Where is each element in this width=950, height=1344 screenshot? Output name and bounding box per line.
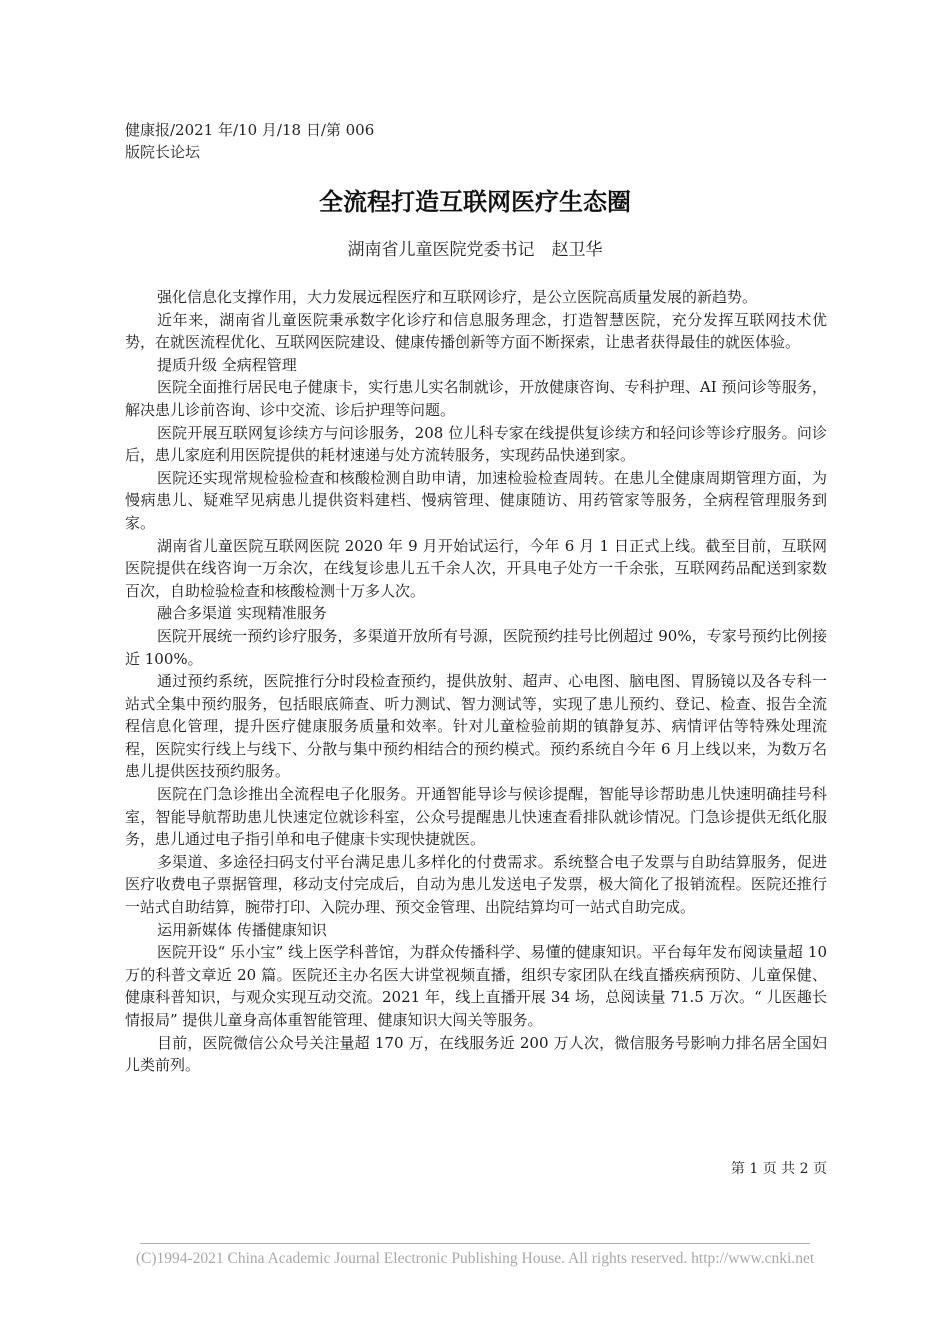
paragraph: 医院全面推行居民电子健康卡，实行患儿实名制就诊，开放健康咨询、专科护理、AI 预问诊等服务，解决患儿诊前咨询、诊中交流、诊后护理等问题。 — [125, 378, 827, 419]
paragraph: 多渠道、多途径扫码支付平台满足患儿多样化的付费需求。系统整合电子发票与自助结算服务，促进医疗收费电子票据管理，移动支付完成后，自动为患儿发送电子发票，极大简化了报销流程。医院还推行一站式自助结算，腕带打印、入院办理、预交金管理、出院结算均可一站式自助完成。 — [125, 852, 827, 917]
article-title: 全流程打造互联网医疗生态圈 — [319, 188, 631, 216]
paragraph: 医院在门急诊推出全流程电子化服务。开通智能导诊与候诊提醒，智能导诊帮助患儿快速明确挂号科室，智能导航帮助患儿快速定位就诊科室，公众号提醒患儿快速查看排队就诊情况。门急诊提供无纸化服务，患儿通过电子指引单和电子健康卡实现快捷就医。 — [125, 785, 827, 849]
copyright-footer: (C)1994-2021 China Academic Journal Electronic Publishing House. All rights reserved. http://www.cnki.net — [135, 1250, 815, 1267]
paragraph: 近年来，湖南省儿童医院秉承数字化诊疗和信息服务理念，打造智慧医院，充分发挥互联网技术优势，在就医流程优化、互联网医院建设、健康传播创新等方面不断探索，让患者获得最佳的就医体验。 — [125, 310, 827, 352]
section-heading: 运用新媒体 传播健康知识 — [157, 920, 327, 939]
article-body — [125, 286, 827, 1077]
paragraph: 目前，医院微信公众号关注量超 170 万，在线服务近 200 万人次，微信服务号影响力排名居全国妇儿类前列。 — [125, 1033, 827, 1075]
paragraph: 医院开设“ 乐小宝” 线上医学科普馆，为群众传播科学、易懂的健康知识。平台每年发布阅读量超 10 万的科普文章近 20 篇。医院还主办名医大讲堂视频直播，组织专家团队在线直播疾病预防、儿童保健、健康科普知识，与观众实现互动交流。2021 年，线上直播开展 34 场，总阅读量 71.5 万次。“ 儿医趣长情报局” 提供儿童身高体重智能管理、健康知识大闯关等服务。 — [125, 943, 827, 1029]
paragraph: 医院开展统一预约诊疗服务，多渠道开放所有号源，医院预约挂号比例超过 90%，专家号预约比例接近 100%。 — [125, 626, 827, 668]
paragraph: 医院开展互联网复诊续方与问诊服务，208 位儿科专家在线提供复诊续方和轻问诊等诊疗服务。问诊后，患儿家庭利用医院提供的耗材速递与处方流转服务，实现药品快递到家。 — [125, 423, 827, 465]
article-author: 湖南省儿童医院党委书记 赵卫华 — [347, 240, 603, 260]
section-heading: 融合多渠道 实现精准服务 — [157, 604, 327, 623]
source-line-2: 版院长论坛 — [125, 143, 201, 161]
paragraph: 医院还实现常规检验检查和核酸检测自助申请，加速检验检查周转。在患儿全健康周期管理方面，为慢病患儿、疑难罕见病患儿提供资料建档、慢病管理、健康随访、用药管家等服务，全病程管理服务到家。 — [125, 468, 827, 532]
footer-divider — [140, 1243, 810, 1244]
source-line-1: 健康报/2021 年/10 月/18 日/第 006 — [125, 121, 375, 139]
section-heading: 提质升级 全病程管理 — [157, 355, 297, 374]
source-info — [125, 119, 525, 163]
page-number: 第 1 页 共 2 页 — [730, 1161, 827, 1177]
paragraph: 强化信息化支撑作用，大力发展远程医疗和互联网诊疗，是公立医院高质量发展的新趋势。 — [157, 288, 758, 306]
paragraph: 湖南省儿童医院互联网医院 2020 年 9 月开始试运行，今年 6 月 1 日正式上线。截至目前，互联网医院提供在线咨询一万余次，在线复诊患儿五千余人次，开具电子处方一千余张，互联网药品配送到家数百次，自助检验检查和核酸检测十万多人次。 — [125, 536, 827, 600]
paragraph: 通过预约系统，医院推行分时段检查预约，提供放射、超声、心电图、脑电图、胃肠镜以及各专科一站式全集中预约服务，包括眼底筛查、听力测试、智力测试等，实现了患儿预约、登记、检查、报告全流程信息化管理，提升医疗健康服务质量和效率。针对儿童检验前期的镇静复苏、病情评估等特殊处理流程，医院实行线上与线下、分散与集中预约相结合的预约模式。预约系统自今年 6 月上线以来，为数万名患儿提供医技预约服务。 — [125, 672, 827, 781]
